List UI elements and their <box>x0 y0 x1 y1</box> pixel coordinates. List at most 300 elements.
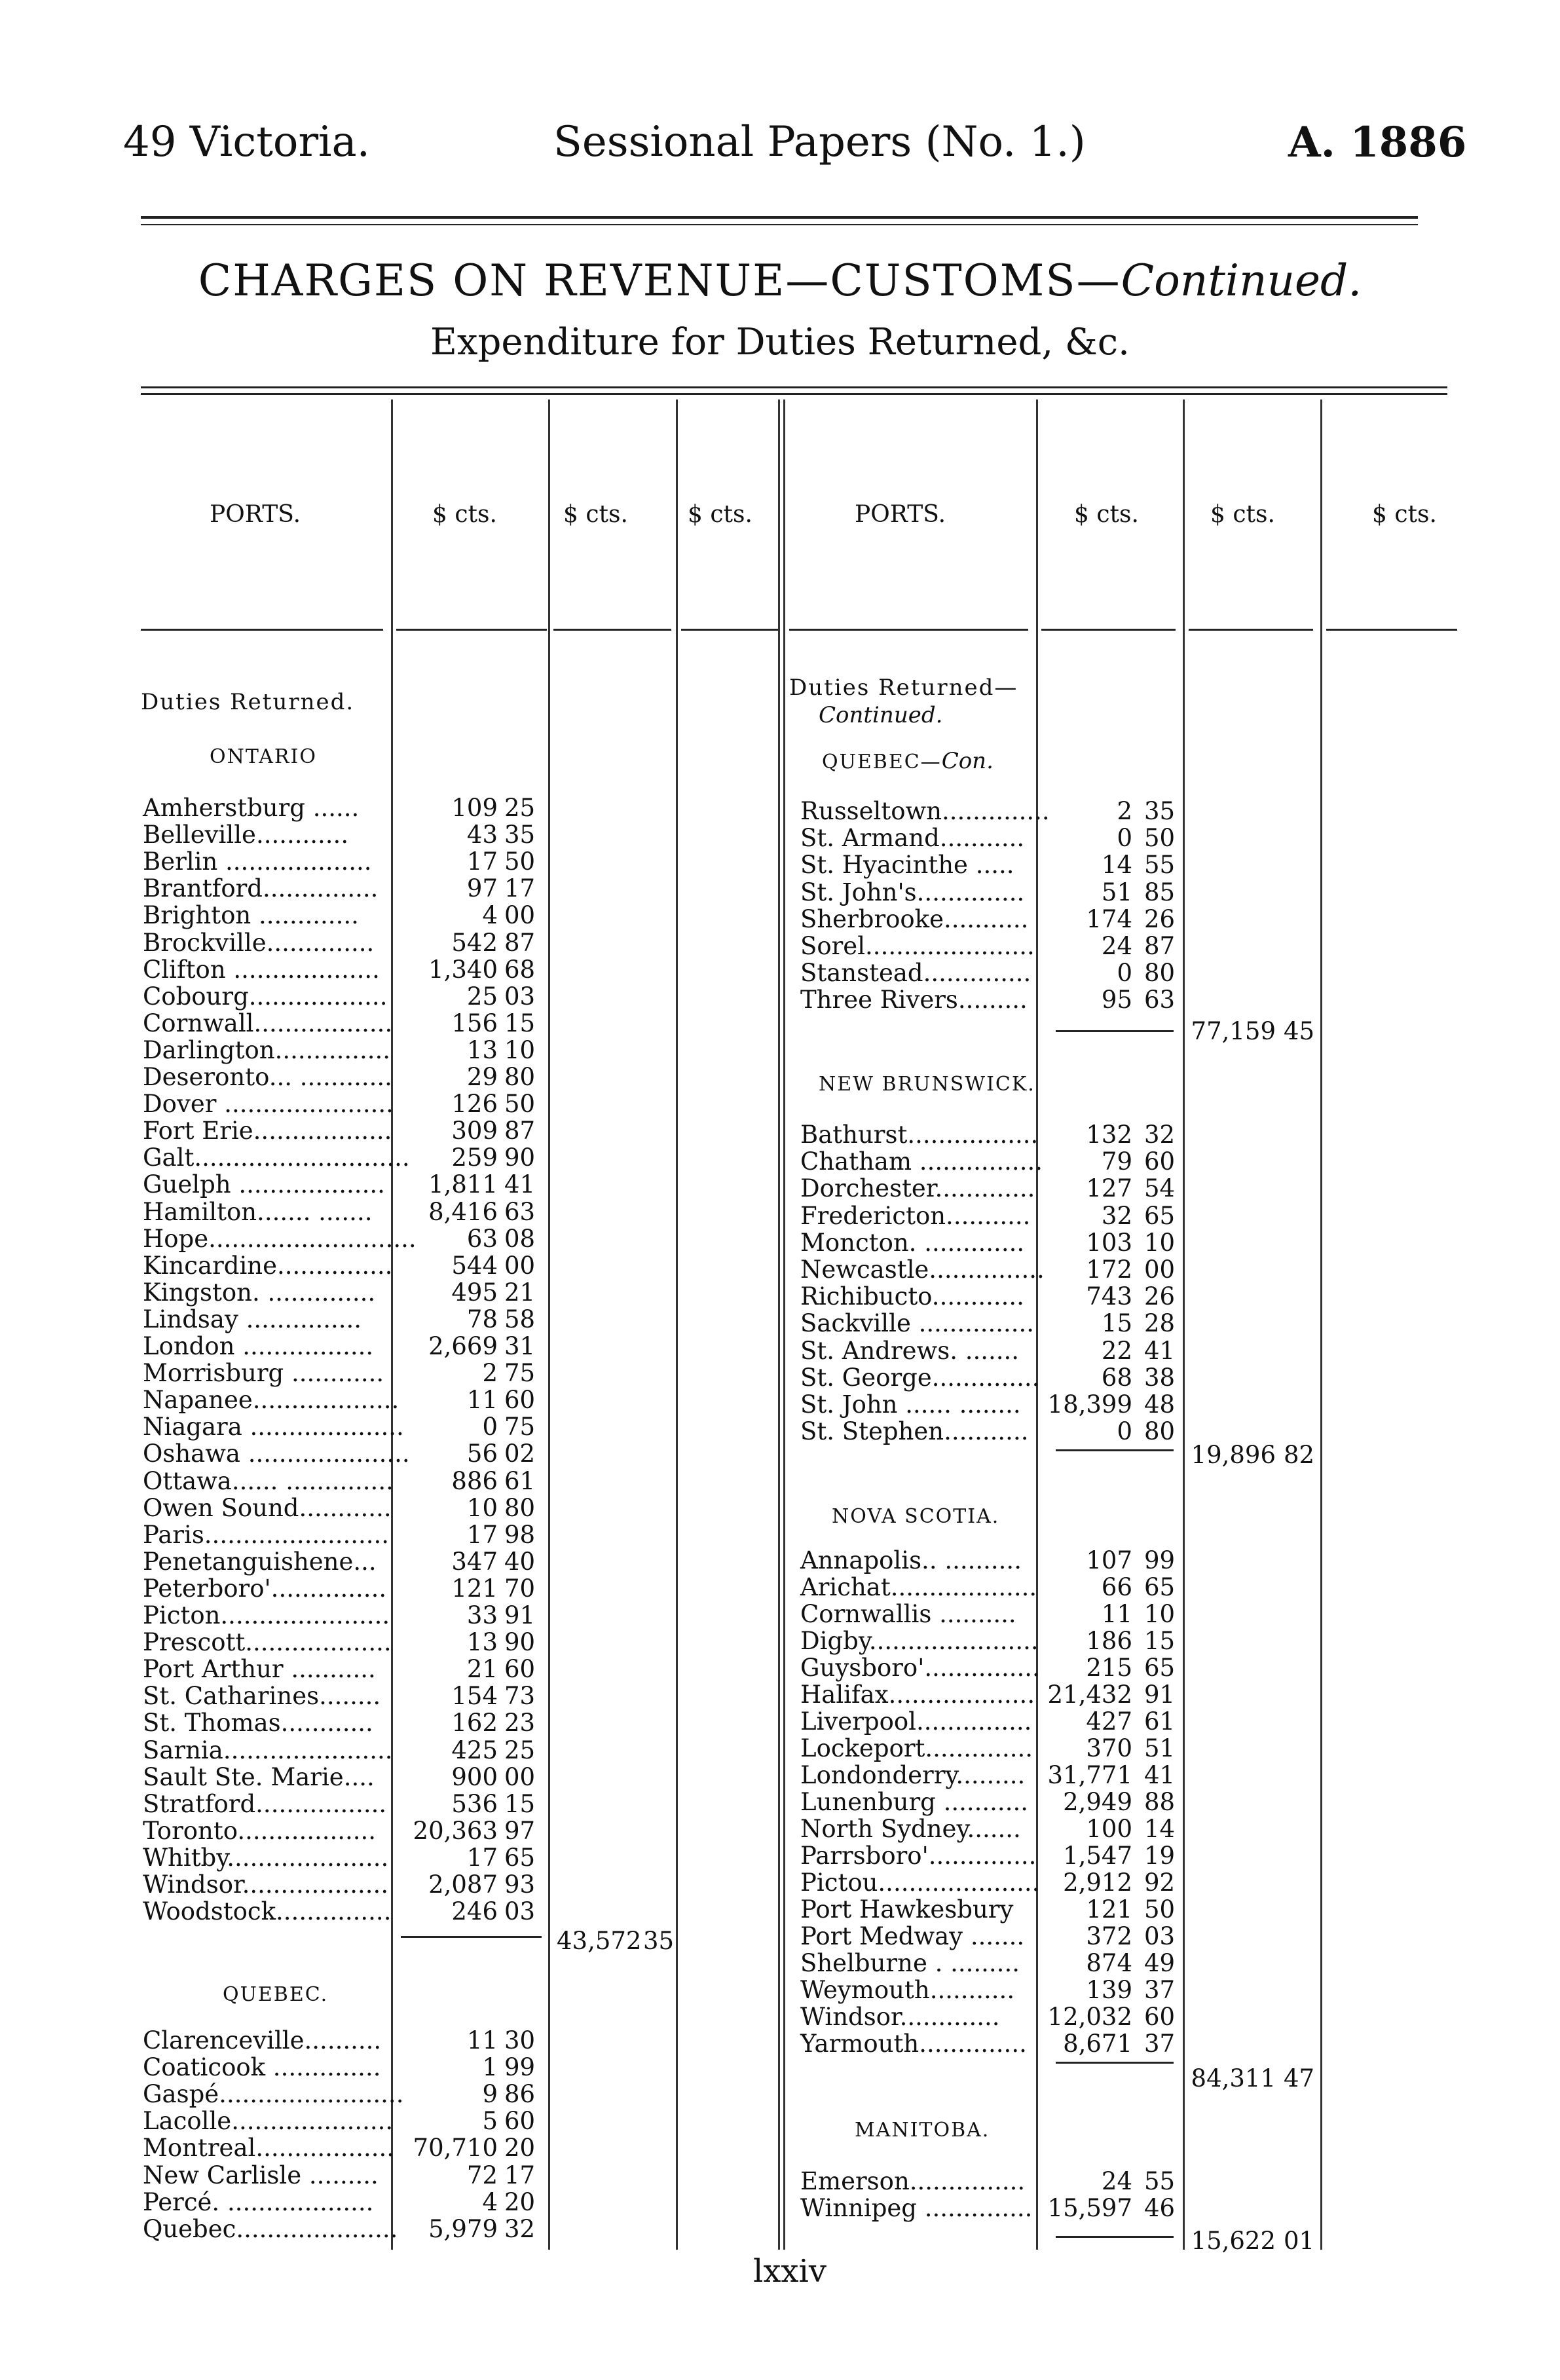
port-name: Deseronto... ............ <box>143 1063 392 1091</box>
amount-dollars: 156 <box>451 1009 498 1037</box>
amount-dollars: 21,432 <box>1047 1681 1132 1709</box>
port-name: Oshawa ..................... <box>143 1440 410 1468</box>
table-row <box>800 798 1180 825</box>
table-row <box>143 2162 546 2189</box>
amount-cents: 35 <box>1144 797 1176 825</box>
amount-dollars: 79 <box>1101 1147 1132 1176</box>
ns-subtotal-rule <box>1056 2062 1174 2064</box>
amount-cents: 54 <box>1144 1174 1176 1203</box>
amount-dollars: 5,979 <box>428 2214 498 2243</box>
amount-dollars: 259 <box>451 1144 498 1172</box>
port-name: Shelburne . ......... <box>800 1949 1020 1977</box>
nb-subtotal-rule <box>1056 1449 1174 1451</box>
port-name: Lockeport.............. <box>800 1734 1033 1762</box>
ontario-total <box>557 1927 675 1954</box>
left-section-title: Duties Returned. <box>141 689 355 715</box>
port-name: Sherbrooke........... <box>800 904 1029 933</box>
table-row <box>800 2168 1180 2195</box>
col-underline-3 <box>553 629 671 631</box>
port-name: St. John ...... ........ <box>800 1390 1021 1419</box>
port-name: North Sydney....... <box>800 1815 1021 1843</box>
table-row <box>143 956 546 983</box>
amount-cents: 58 <box>504 1305 536 1333</box>
table-row <box>143 821 546 848</box>
col-line-7 <box>1183 400 1185 2250</box>
port-name: St. Andrews. ....... <box>800 1336 1020 1365</box>
table-row <box>800 1681 1180 1708</box>
amount-cents: 80 <box>504 1493 536 1522</box>
amount-dollars: 22 <box>1101 1336 1132 1365</box>
port-name: St. Stephen........... <box>800 1417 1029 1446</box>
amount-dollars: 121 <box>451 1574 498 1603</box>
table-row <box>800 2003 1180 2030</box>
amount-dollars: 372 <box>1086 1922 1132 1950</box>
port-name: Brantford............... <box>143 874 379 903</box>
port-name: Dorchester............. <box>800 1174 1035 1203</box>
ontario-total-cents: 35 <box>643 1927 675 1955</box>
header-series: Sessional Papers (No. 1.) <box>553 118 1086 166</box>
amount-dollars: 874 <box>1086 1949 1132 1977</box>
amount-dollars: 72 <box>466 2161 498 2189</box>
title-continued: Continued. <box>1121 255 1362 306</box>
amount-cents: 46 <box>1144 2194 1176 2222</box>
table-row <box>143 1360 546 1386</box>
table-row <box>143 1171 546 1198</box>
amount-dollars: 31,771 <box>1047 1761 1132 1789</box>
amount-dollars: 886 <box>451 1466 498 1495</box>
table-row <box>800 1789 1180 1815</box>
port-name: Sackville ............... <box>800 1309 1035 1338</box>
table-row <box>143 1791 546 1817</box>
amount-dollars: 0 <box>1117 1417 1132 1446</box>
amount-dollars: 12,032 <box>1047 2003 1132 2031</box>
table-row <box>800 1547 1180 1574</box>
table-rule-top-2 <box>141 393 1447 395</box>
table-row <box>143 1199 546 1225</box>
table-row <box>800 1574 1180 1601</box>
amount-dollars: 97 <box>466 874 498 903</box>
col-header-ports-left: PORTS. <box>210 501 301 528</box>
port-name: Darlington............... <box>143 1035 390 1064</box>
amount-cents: 15 <box>504 1789 536 1818</box>
header-year: A. 1886 <box>1288 118 1467 167</box>
col-header-ports-right: PORTS. <box>855 501 946 528</box>
amount-cents: 61 <box>504 1466 536 1495</box>
nb-total <box>1191 1441 1315 1468</box>
table-row <box>800 1310 1180 1337</box>
col-header-dollars-6: $ cts. <box>1372 501 1437 528</box>
table-row <box>143 2134 546 2161</box>
amount-cents: 08 <box>504 1224 536 1253</box>
amount-dollars: 1,340 <box>428 955 498 984</box>
port-name: Windsor................... <box>143 1870 389 1899</box>
amount-cents: 91 <box>1144 1681 1176 1709</box>
amount-dollars: 309 <box>451 1117 498 1145</box>
table-row <box>143 875 546 902</box>
amount-dollars: 427 <box>1086 1707 1132 1736</box>
amount-cents: 50 <box>1144 1895 1176 1924</box>
table-row <box>143 2108 546 2134</box>
amount-dollars: 1,547 <box>1063 1842 1132 1870</box>
table-row <box>800 1202 1180 1229</box>
table-row <box>800 1896 1180 1923</box>
amount-dollars: 132 <box>1086 1121 1132 1149</box>
page-subtitle: Expenditure for Duties Returned, &c. <box>430 321 1130 363</box>
table-row <box>800 1842 1180 1869</box>
amount-dollars: 10 <box>466 1493 498 1522</box>
amount-cents: 14 <box>1144 1815 1176 1843</box>
port-name: London ................. <box>143 1332 374 1360</box>
table-row <box>143 2054 546 2081</box>
amount-dollars: 2 <box>482 1359 498 1388</box>
table-row <box>800 1977 1180 2003</box>
table-row <box>800 1923 1180 1950</box>
amount-dollars: 347 <box>451 1547 498 1576</box>
port-name: Weymouth........... <box>800 1976 1015 2004</box>
col-line-2 <box>548 400 550 2250</box>
amount-cents: 93 <box>504 1870 536 1899</box>
port-name: Owen Sound............ <box>143 1493 392 1522</box>
quebec-con-total <box>1191 1017 1315 1044</box>
port-name: Belleville............ <box>143 821 349 849</box>
amount-dollars: 14 <box>1101 851 1132 880</box>
page-title: CHARGES ON REVENUE—CUSTOMS—Continued. <box>198 255 1362 306</box>
amount-cents: 02 <box>504 1440 536 1468</box>
port-name: Moncton. ............. <box>800 1228 1025 1257</box>
amount-cents: 65 <box>504 1843 536 1872</box>
header-rule-top <box>141 216 1418 219</box>
port-name: Yarmouth.............. <box>800 2030 1027 2058</box>
amount-cents: 68 <box>504 955 536 984</box>
amount-cents: 00 <box>1144 1255 1176 1284</box>
amount-dollars: 8,671 <box>1063 2030 1132 2058</box>
port-name: Parrsboro'.............. <box>800 1842 1037 1870</box>
amount-dollars: 172 <box>1086 1255 1132 1284</box>
mb-subtotal-rule <box>1056 2236 1174 2238</box>
amount-dollars: 17 <box>466 1520 498 1549</box>
amount-dollars: 174 <box>1086 904 1132 933</box>
table-row <box>143 1817 546 1844</box>
port-name: Halifax................... <box>800 1681 1035 1709</box>
port-name: Cobourg.................. <box>143 982 388 1011</box>
quebec-con-total-dollars: 77,159 <box>1191 1017 1276 1045</box>
nb-total-cents: 82 <box>1284 1441 1315 1469</box>
amount-cents: 41 <box>1144 1336 1176 1365</box>
amount-dollars: 109 <box>451 794 498 822</box>
nova-scotia-heading: NOVA SCOTIA. <box>832 1505 1000 1528</box>
port-name: Stratford................. <box>143 1789 387 1818</box>
amount-dollars: 425 <box>451 1736 498 1764</box>
port-name: Amherstburg ...... <box>143 794 360 822</box>
table-row <box>143 1090 546 1117</box>
port-name: St. Armand........... <box>800 824 1025 853</box>
amount-cents: 61 <box>1144 1707 1176 1736</box>
amount-cents: 32 <box>504 2214 536 2243</box>
amount-dollars: 68 <box>1101 1363 1132 1392</box>
col-header-dollars-3: $ cts. <box>688 501 752 528</box>
nb-total-dollars: 19,896 <box>1191 1441 1276 1469</box>
port-name: Pictou..................... <box>800 1869 1040 1897</box>
port-name: Coaticook .............. <box>143 2053 381 2082</box>
port-name: Montreal.................. <box>143 2134 395 2163</box>
amount-cents: 41 <box>504 1170 536 1199</box>
table-row <box>143 1709 546 1736</box>
col-underline-5 <box>789 629 1028 631</box>
port-name: Hope........................... <box>143 1224 417 1253</box>
table-row <box>143 1764 546 1791</box>
port-name: Digby...................... <box>800 1627 1039 1655</box>
amount-cents: 25 <box>504 794 536 822</box>
amount-cents: 35 <box>504 821 536 849</box>
table-row <box>800 879 1180 906</box>
amount-cents: 73 <box>504 1682 536 1711</box>
amount-dollars: 11 <box>1101 1600 1132 1628</box>
amount-cents: 03 <box>1144 1922 1176 1950</box>
col-underline-1 <box>141 629 383 631</box>
amount-cents: 75 <box>504 1413 536 1441</box>
quebec-con-suffix: Con. <box>941 748 994 774</box>
port-name: Sarnia...................... <box>143 1736 393 1764</box>
amount-cents: 99 <box>1144 1546 1176 1574</box>
amount-cents: 31 <box>504 1332 536 1360</box>
table-row <box>143 1737 546 1764</box>
amount-dollars: 21 <box>466 1655 498 1684</box>
port-name: Clifton ................... <box>143 955 380 984</box>
port-name: St. Thomas............ <box>143 1709 373 1738</box>
table-row <box>143 1602 546 1629</box>
amount-dollars: 544 <box>451 1251 498 1280</box>
amount-dollars: 4 <box>482 901 498 930</box>
port-name: Arichat................... <box>800 1573 1037 1601</box>
amount-dollars: 246 <box>451 1897 498 1926</box>
amount-dollars: 33 <box>466 1601 498 1629</box>
amount-dollars: 20,363 <box>413 1816 498 1845</box>
amount-dollars: 162 <box>451 1709 498 1738</box>
col-line-5 <box>783 400 785 2250</box>
table-row <box>800 906 1180 933</box>
ontario-total-dollars: 43,572 <box>557 1927 642 1955</box>
quebec-con-heading: QUEBEC—Con. <box>822 748 994 774</box>
amount-cents: 80 <box>1144 959 1176 988</box>
port-name: Lunenburg ........... <box>800 1788 1028 1816</box>
table-row <box>800 959 1180 986</box>
amount-dollars: 2 <box>1117 797 1132 825</box>
table-row <box>800 1148 1180 1175</box>
port-name: Ottawa...... .............. <box>143 1466 394 1495</box>
amount-cents: 23 <box>504 1709 536 1738</box>
new-brunswick-heading: NEW BRUNSWICK. <box>819 1073 1035 1096</box>
amount-cents: 88 <box>1144 1788 1176 1816</box>
port-name: Three Rivers......... <box>800 986 1028 1014</box>
port-name: Guysboro'............... <box>800 1654 1040 1682</box>
right-section-title: Duties Returned— <box>789 675 1018 701</box>
amount-dollars: 17 <box>466 1843 498 1872</box>
amount-dollars: 32 <box>1101 1201 1132 1230</box>
amount-cents: 17 <box>504 2161 536 2189</box>
table-row <box>800 1708 1180 1735</box>
amount-dollars: 8,416 <box>428 1197 498 1226</box>
amount-cents: 87 <box>504 928 536 957</box>
port-name: Richibucto............ <box>800 1282 1024 1311</box>
amount-dollars: 2,087 <box>428 1870 498 1899</box>
amount-cents: 60 <box>504 1655 536 1684</box>
amount-dollars: 0 <box>1117 824 1132 853</box>
table-row <box>143 2081 546 2108</box>
port-name: Dover ...................... <box>143 1090 394 1119</box>
amount-cents: 60 <box>1144 1147 1176 1176</box>
amount-cents: 91 <box>504 1601 536 1629</box>
amount-dollars: 121 <box>1086 1895 1132 1924</box>
amount-cents: 19 <box>1144 1842 1176 1870</box>
manitoba-heading: MANITOBA. <box>855 2119 990 2142</box>
amount-cents: 03 <box>504 1897 536 1926</box>
table-row <box>800 1121 1180 1148</box>
port-name: Chatham ................ <box>800 1147 1043 1176</box>
amount-cents: 17 <box>504 874 536 903</box>
amount-cents: 38 <box>1144 1363 1176 1392</box>
amount-cents: 70 <box>504 1574 536 1603</box>
table-row <box>800 1175 1180 1202</box>
table-row <box>800 1337 1180 1364</box>
amount-dollars: 127 <box>1086 1174 1132 1203</box>
amount-cents: 85 <box>1144 878 1176 906</box>
table-row <box>143 2189 546 2216</box>
table-row <box>800 1762 1180 1789</box>
port-name: Russeltown.............. <box>800 797 1050 825</box>
amount-dollars: 2,669 <box>428 1332 498 1360</box>
amount-cents: 99 <box>504 2053 536 2082</box>
col-header-dollars-4: $ cts. <box>1074 501 1139 528</box>
port-name: Peterboro'............... <box>143 1574 387 1603</box>
table-row <box>143 794 546 821</box>
table-row <box>143 1629 546 1656</box>
amount-dollars: 0 <box>482 1413 498 1441</box>
amount-dollars: 743 <box>1086 1282 1132 1311</box>
port-name: New Carlisle ......... <box>143 2161 379 2189</box>
table-row <box>143 1144 546 1171</box>
port-name: Annapolis.. .......... <box>800 1546 1022 1574</box>
table-row <box>143 1037 546 1064</box>
amount-dollars: 1 <box>482 2053 498 2082</box>
port-name: Winnipeg .............. <box>800 2194 1033 2222</box>
quebec-heading: QUEBEC. <box>223 1983 329 2006</box>
amount-cents: 10 <box>1144 1228 1176 1257</box>
port-name: Cornwall.................. <box>143 1009 393 1037</box>
port-name: Kingston. .............. <box>143 1278 376 1307</box>
table-row <box>800 1418 1180 1445</box>
amount-cents: 98 <box>504 1520 536 1549</box>
port-name: Galt............................ <box>143 1144 410 1172</box>
amount-cents: 00 <box>504 1762 536 1791</box>
amount-dollars: 70,710 <box>413 2134 498 2163</box>
header-rule-bottom <box>141 224 1418 225</box>
port-name: Niagara .................... <box>143 1413 404 1441</box>
amount-cents: 30 <box>504 2026 536 2055</box>
port-name: Lacolle..................... <box>143 2107 394 2136</box>
table-row <box>143 1548 546 1575</box>
amount-dollars: 215 <box>1086 1654 1132 1682</box>
port-name: Stanstead.............. <box>800 959 1031 988</box>
port-name: Whitby..................... <box>143 1843 389 1872</box>
amount-dollars: 51 <box>1101 878 1132 906</box>
amount-dollars: 66 <box>1101 1573 1132 1601</box>
ns-total <box>1191 2064 1315 2091</box>
amount-dollars: 154 <box>451 1682 498 1711</box>
amount-dollars: 56 <box>466 1440 498 1468</box>
table-row <box>143 1413 546 1440</box>
port-name: Liverpool............... <box>800 1707 1032 1736</box>
col-line-4 <box>778 400 780 2250</box>
amount-dollars: 11 <box>466 2026 498 2055</box>
table-row <box>143 1575 546 1602</box>
port-name: Napanee................... <box>143 1386 399 1415</box>
amount-dollars: 95 <box>1101 986 1132 1014</box>
amount-cents: 75 <box>504 1359 536 1388</box>
quebec-con-total-cents: 45 <box>1284 1017 1315 1045</box>
amount-cents: 80 <box>504 1063 536 1091</box>
port-name: Bathurst................. <box>800 1121 1039 1149</box>
amount-cents: 25 <box>504 1736 536 1764</box>
header-volume: 49 Victoria. <box>123 118 370 166</box>
table-row <box>143 1333 546 1360</box>
port-name: Kincardine............... <box>143 1251 393 1280</box>
table-rule-top <box>141 386 1447 388</box>
port-name: St. Catharines........ <box>143 1682 381 1711</box>
table-row <box>800 1869 1180 1896</box>
ns-total-dollars: 84,311 <box>1191 2064 1276 2092</box>
amount-cents: 90 <box>504 1144 536 1172</box>
col-underline-7 <box>1189 629 1313 631</box>
amount-dollars: 2,949 <box>1063 1788 1132 1816</box>
port-name: Woodstock............... <box>143 1897 392 1926</box>
amount-cents: 92 <box>1144 1869 1176 1897</box>
table-row <box>143 1898 546 1925</box>
table-row <box>143 902 546 929</box>
amount-cents: 32 <box>1144 1121 1176 1149</box>
amount-cents: 60 <box>1144 2003 1176 2031</box>
amount-cents: 21 <box>504 1278 536 1307</box>
amount-dollars: 900 <box>451 1762 498 1791</box>
page-number: lxxiv <box>753 2253 826 2290</box>
amount-dollars: 107 <box>1086 1546 1132 1574</box>
amount-cents: 87 <box>504 1117 536 1145</box>
table-row <box>800 1364 1180 1391</box>
amount-cents: 90 <box>504 1628 536 1657</box>
table-row <box>143 1495 546 1521</box>
amount-cents: 65 <box>1144 1654 1176 1682</box>
port-name: St. Hyacinthe ..... <box>800 851 1014 880</box>
port-name: Fort Erie.................. <box>143 1117 392 1145</box>
mb-total-cents: 01 <box>1284 2227 1315 2255</box>
col-underline-4 <box>681 629 779 631</box>
table-row <box>143 1871 546 1898</box>
port-name: St. John's.............. <box>800 878 1025 906</box>
port-name: Port Arthur ........... <box>143 1655 376 1684</box>
amount-dollars: 5 <box>482 2107 498 2136</box>
table-row <box>800 1229 1180 1256</box>
amount-cents: 49 <box>1144 1949 1176 1977</box>
col-line-3 <box>676 400 678 2250</box>
port-name: Picton...................... <box>143 1601 390 1629</box>
amount-cents: 60 <box>504 1386 536 1415</box>
table-row <box>800 1391 1180 1418</box>
ontario-subtotal-rule <box>401 1936 542 1938</box>
table-row <box>143 848 546 875</box>
amount-cents: 00 <box>504 1251 536 1280</box>
amount-dollars: 15,597 <box>1047 2194 1132 2222</box>
port-name: Sorel...................... <box>800 932 1035 960</box>
table-row <box>143 1386 546 1413</box>
